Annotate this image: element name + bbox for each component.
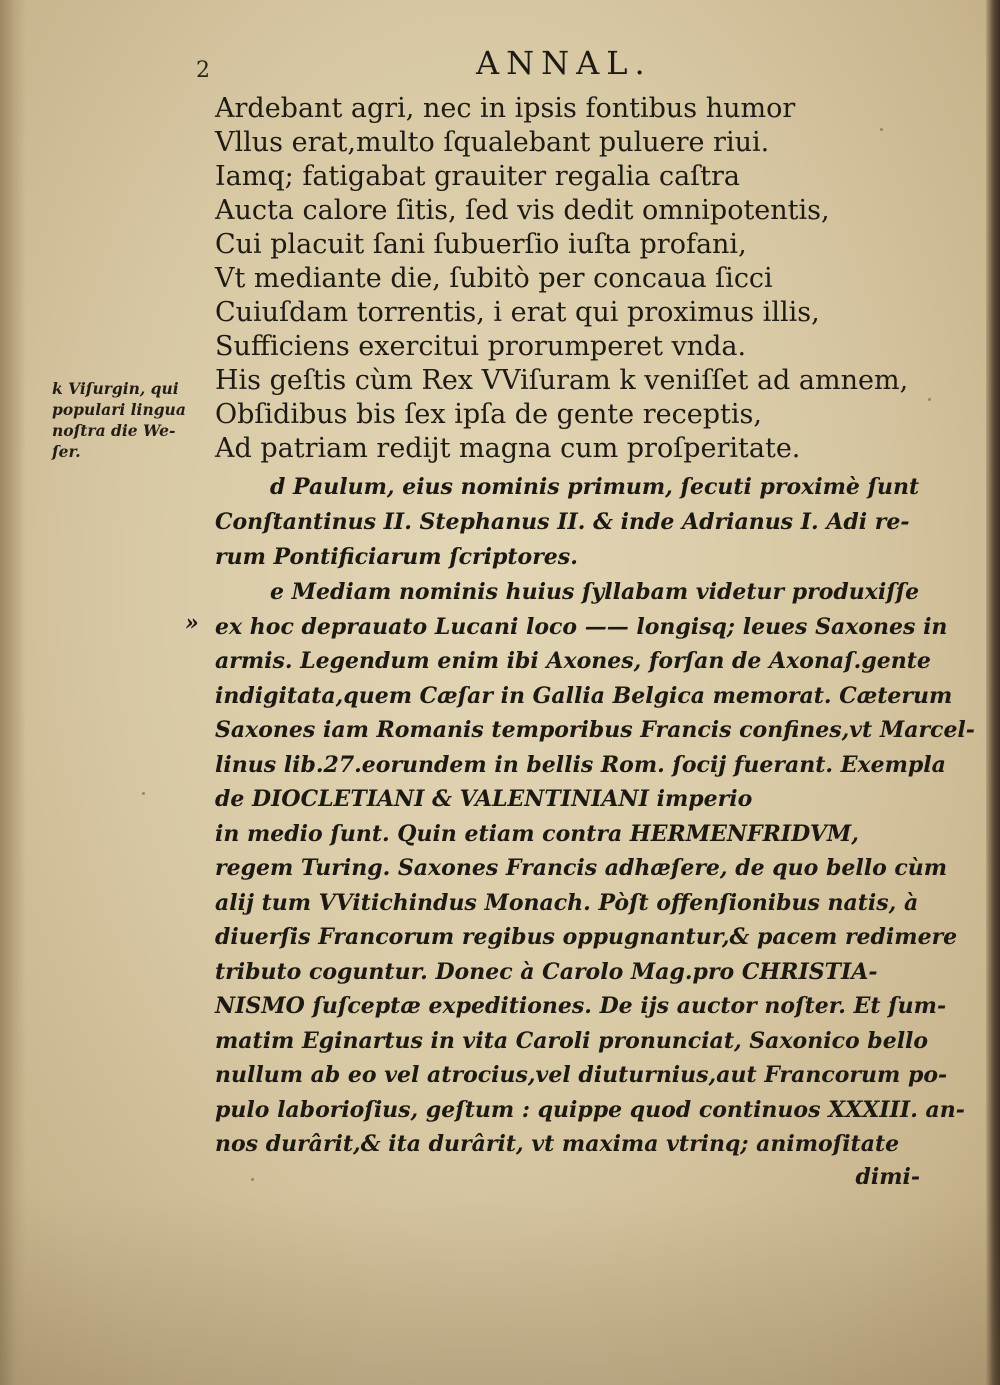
note-line: matim Eginartus in vita Caroli pronunciat, Saxonico bello [215, 1028, 929, 1054]
note-line: de DIOCLETIANI & VALENTINIANI imperio [215, 786, 753, 812]
margin-note-line: noſtra die We- [52, 421, 176, 440]
verse-line: Iamq; fatigabat grauiter regalia caſtra [215, 161, 741, 192]
note-line: tributo coguntur. Donec à Carolo Mag.pro CHRISTIA- [215, 959, 878, 985]
note-line: pulo laborioſius, geſtum : quippe quod continuos XXXIII. an- [215, 1097, 965, 1123]
catchword: dimi- [855, 1164, 920, 1190]
note-line: rum Pontificiarum ſcriptores. [215, 544, 578, 570]
note-line: e Mediam nominis huius ſyllabam videtur produxiſſe [270, 579, 920, 605]
note-line: nullum ab eo vel atrocius,vel diuturnius,aut Francorum po- [215, 1062, 948, 1088]
note-line: Saxones iam Romanis temporibus Francis confines,vt Marcel- [215, 717, 975, 743]
note-line: armis. Legendum enim ibi Axones, forſan de Axonaſ.gente [215, 648, 931, 674]
verse-line: Cuiuſdam torrentis, i erat qui proximus illis, [215, 297, 820, 328]
note-line: linus lib.27.eorundem in bellis Rom. ſocij fuerant. Exempla [215, 752, 946, 778]
note-line: in medio ſunt. Quin etiam contra HERMENFRIDVM, [215, 821, 859, 847]
margin-note-line: k Viſurgin, qui [52, 379, 179, 398]
verse-line: Aucta calore ſitis, ſed vis dedit omnipotentis, [215, 195, 830, 226]
page-bottom-shade [0, 1195, 1000, 1385]
note-line: d Paulum, eius nominis primum, ſecuti proximè ſunt [270, 474, 920, 500]
quotation-mark: » [185, 610, 199, 636]
paper-speck [928, 398, 931, 401]
note-line: regem Turing. Saxones Francis adhæſere, de quo bello cùm [215, 855, 948, 881]
paper-speck [880, 128, 883, 131]
note-line: ex hoc deprauato Lucani loco —— longisq; leues Saxones in [215, 614, 948, 640]
note-line: indigitata,quem Cæſar in Gallia Belgica memorat. Cæterum [215, 683, 953, 709]
note-line: nos durârit,& ita durârit, vt maxima vtrinq; animoſitate [215, 1131, 900, 1157]
verse-line: Vt mediante die, ſubitò per concaua ſicci [215, 263, 773, 294]
note-line: NISMO ſuſceptæ expeditiones. De ijs auctor noſter. Et ſum- [215, 993, 947, 1019]
verse-line: Ad patriam redijt magna cum proſperitate. [215, 433, 801, 464]
note-line: diuerſis Francorum regibus oppugnantur,& pacem redimere [215, 924, 958, 950]
folio-number: 2 [196, 58, 210, 83]
gutter-shadow [0, 0, 26, 1385]
page-edge-shadow [986, 0, 1000, 1385]
paper-speck [251, 1178, 254, 1181]
verse-line: His geſtis cùm Rex VViſuram k veniſſet ad amnem, [215, 365, 909, 396]
verse-line: Ardebant agri, nec in ipsis fontibus humor [215, 93, 796, 124]
margin-note-line: ſer. [52, 442, 81, 461]
note-line: alij tum VVitichindus Monach. Pòſt offenſionibus natis, à [215, 890, 919, 916]
note-line: Conſtantinus II. Stephanus II. & inde Adrianus I. Adi re- [215, 509, 910, 535]
verse-line: Cui placuit ſani ſubuerſio iuſta profani, [215, 229, 747, 260]
verse-line: Vllus erat,multo ſqualebant puluere riui. [215, 127, 770, 158]
verse-line: Sufficiens exercitui prorumperet vnda. [215, 331, 747, 362]
paper-speck [142, 792, 145, 795]
running-head: ANNAL. [476, 44, 652, 82]
verse-line: Obſidibus bis ſex ipſa de gente receptis, [215, 399, 762, 430]
margin-note-line: populari lingua [52, 400, 186, 419]
